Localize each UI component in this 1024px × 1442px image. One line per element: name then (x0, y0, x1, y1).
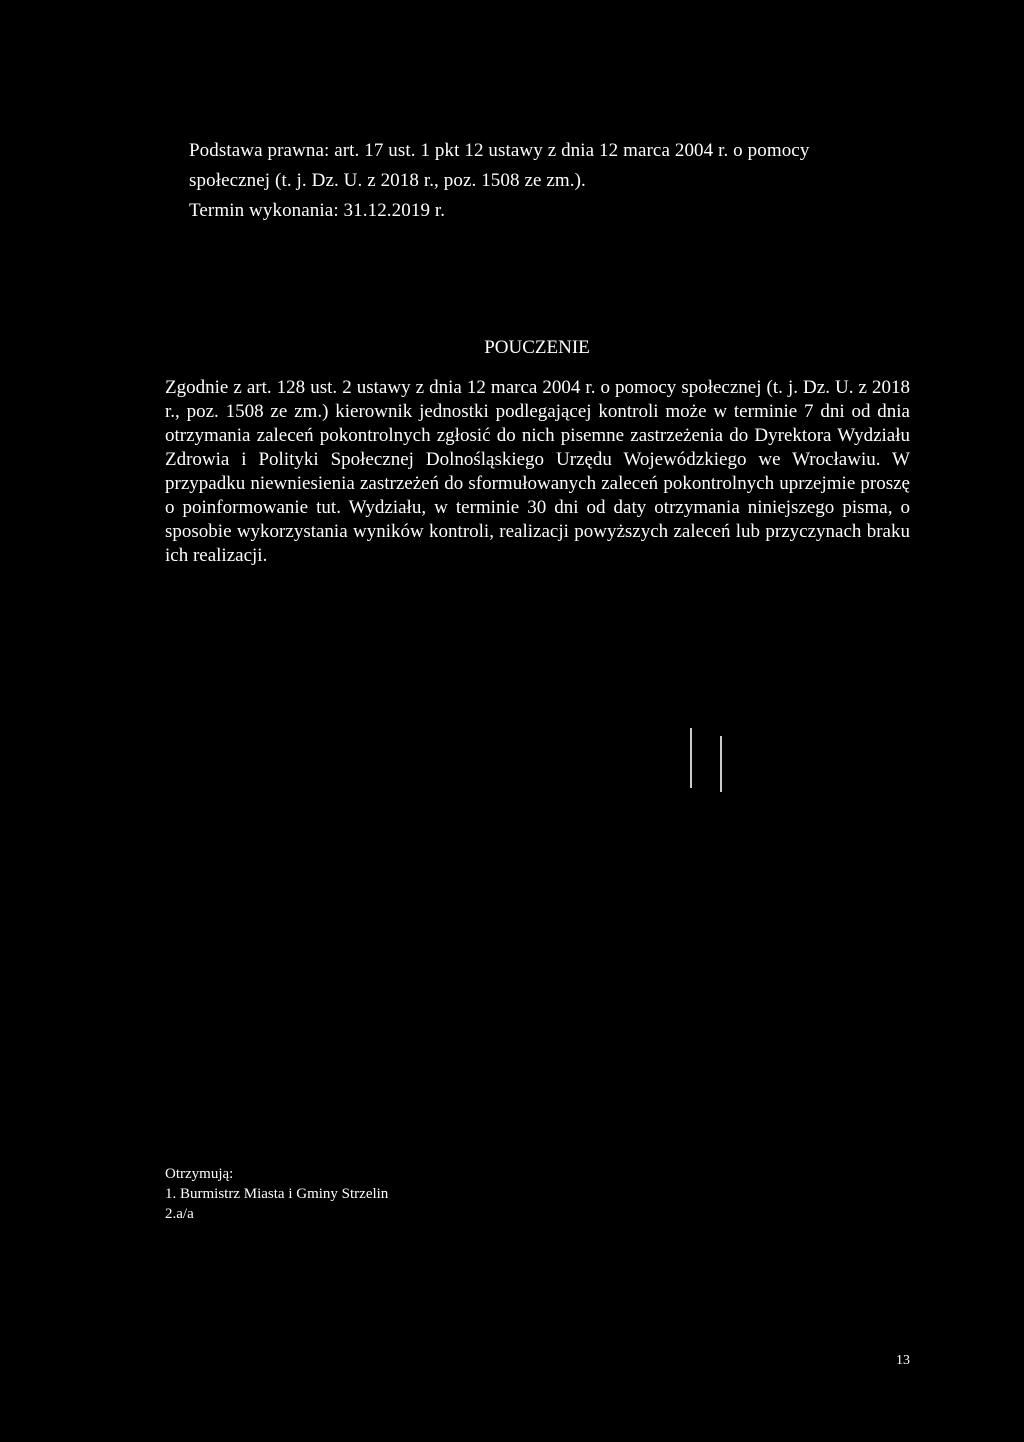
deadline-line: Termin wykonania: 31.12.2019 r. (189, 200, 446, 221)
instruction-paragraph: Zgodnie z art. 128 ust. 2 ustawy z dnia 12 marca 2004 r. o pomocy społecznej (t. j. Dz. U. z 2018 r., poz. 1508 ze zm.) kierownik jednostki podlegającej kontroli może w terminie 7 dni od dnia otrzymania zaleceń pokontrolnych zgłosić do nich pisemne zastrzeżenia do Dyrektora Wydziału Zdrowia i Polityki Społecznej Dolnośląskiego Urzędu Wojewódzkiego we Wrocławiu. W przypadku niewniesienia zastrzeżeń do sformułowanych zaleceń pokontrolnych uprzejmie proszę o poinformowanie tut. Wydziału, w terminie 30 dni od daty otrzymania niniejszego pisma, o sposobie wykorzystania wyników kontroli, realizacji powyższych zaleceń lub przyczynach braku ich realizacji. (165, 377, 910, 566)
recipient-item: 1. Burmistrz Miasta i Gminy Strzelin (165, 1186, 389, 1202)
signature-marks (688, 726, 728, 794)
section-heading: POUCZENIE (484, 337, 590, 358)
recipients-title: Otrzymują: (165, 1166, 234, 1182)
recipients-block (165, 1164, 388, 1224)
legal-basis-line-1: Podstawa prawna: art. 17 ust. 1 pkt 12 ustawy z dnia 12 marca 2004 r. o pomocy (189, 140, 810, 161)
page-number: 13 (896, 1353, 910, 1368)
legal-basis-line-2: społecznej (t. j. Dz. U. z 2018 r., poz. 1508 ze zm.). (189, 170, 586, 191)
legal-basis-block (189, 136, 909, 226)
recipient-item: 2.a/a (165, 1206, 194, 1222)
